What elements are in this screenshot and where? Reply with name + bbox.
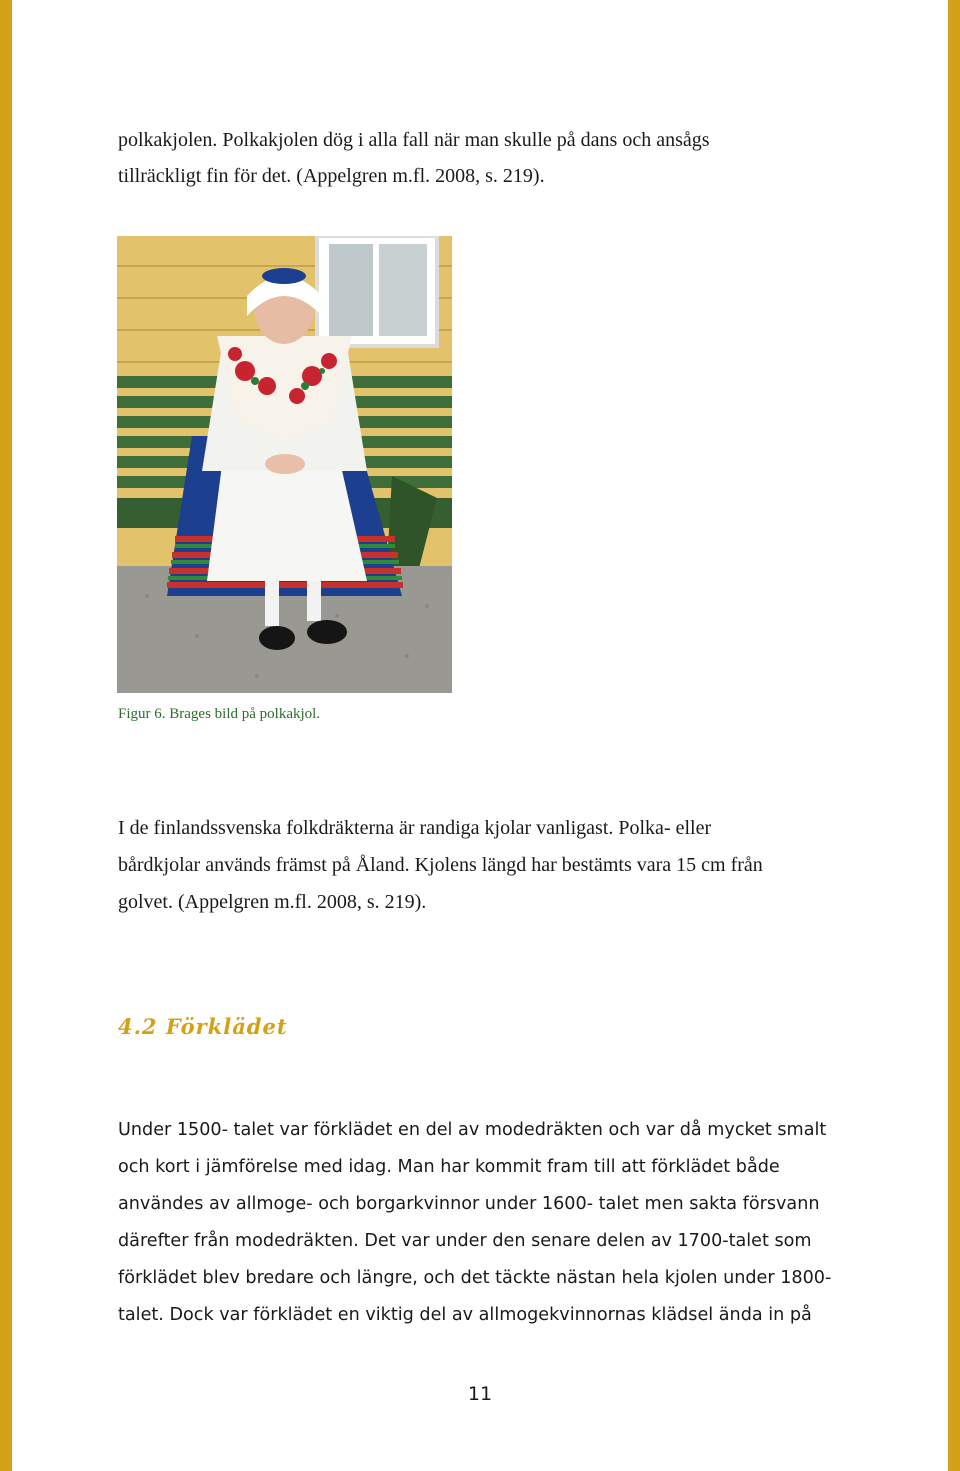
- section-heading: 4.2 Förklädet: [118, 1014, 288, 1039]
- figure-caption: Figur 6. Brages bild på polkakjol.: [118, 706, 321, 722]
- figure-photo-polkakjol: [117, 236, 452, 693]
- text-line: I de finlandssvenska folkdräkterna är randiga kjolar vanligast. Polka- eller: [118, 817, 712, 839]
- paragraph-forkladet: [118, 1112, 878, 1334]
- paragraph-polkakjolen: [118, 122, 878, 194]
- text-line: Under 1500- talet var förklädet en del av modedräkten och var då mycket smalt: [118, 1120, 827, 1140]
- text-line: talet. Dock var förklädet en viktig del av allmogekvinnornas klädsel ända in på: [118, 1305, 812, 1325]
- text-line: tillräckligt fin för det. (Appelgren m.fl. 2008, s. 219).: [118, 165, 545, 187]
- text-line: och kort i jämförelse med idag. Man har kommit fram till att förklädet både: [118, 1157, 780, 1177]
- text-line: förklädet blev bredare och längre, och det täckte nästan hela kjolen under 1800-: [118, 1268, 832, 1288]
- text-line: användes av allmoge- och borgarkvinnor under 1600- talet men sakta försvann: [118, 1194, 820, 1214]
- text-line: polkakjolen. Polkakjolen dög i alla fall när man skulle på dans och ansågs: [118, 129, 710, 151]
- page-number: 11: [467, 1383, 493, 1405]
- text-line: därefter från modedräkten. Det var under den senare delen av 1700-talet som: [118, 1231, 812, 1251]
- paragraph-randiga-kjolar: [118, 810, 878, 921]
- text-line: golvet. (Appelgren m.fl. 2008, s. 219).: [118, 891, 427, 913]
- text-line: bårdkjolar används främst på Åland. Kjolens längd har bestämts vara 15 cm från: [118, 854, 763, 876]
